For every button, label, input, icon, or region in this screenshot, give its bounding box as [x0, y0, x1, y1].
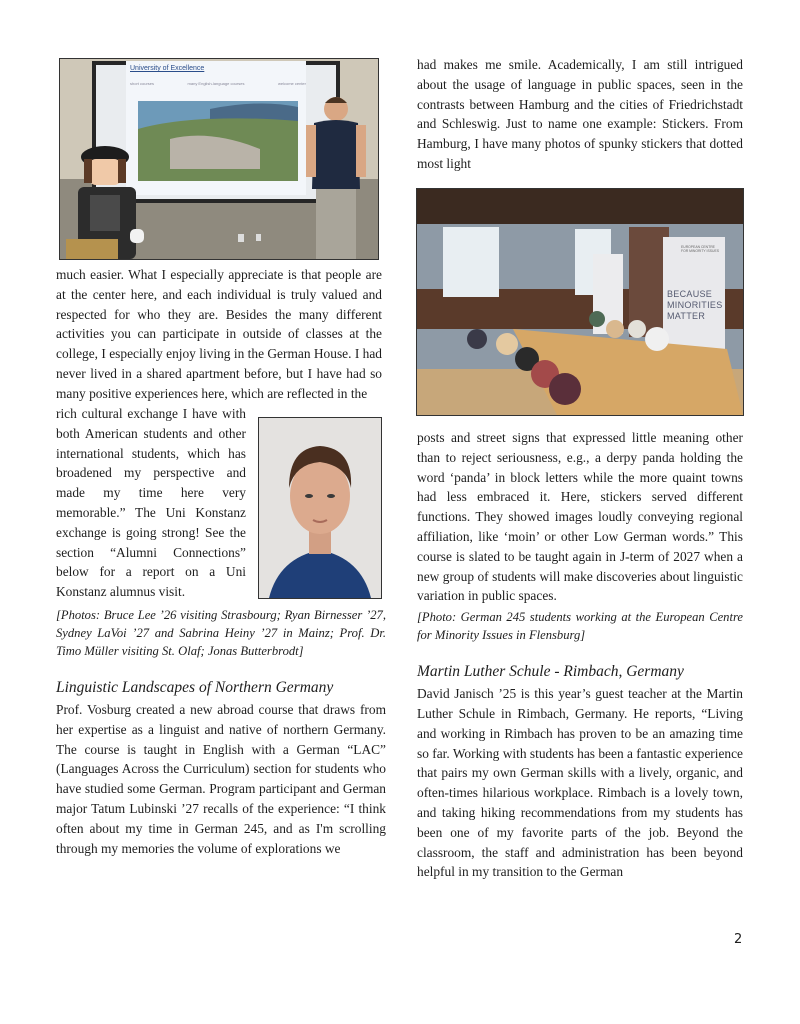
page-number: 2	[734, 932, 743, 947]
left-lower-container	[56, 606, 386, 858]
left-paragraph-1: much easier. What I especially appreciate is that people are at the center here, and each individual is truly valued and respected for who they are. Besides the many different activities you can participate in outside of classes at the college, I especially enjoy living in the German House. I had never lived in a shared apartment before, but I have had so many positive experiences here, which are reflected in the	[56, 267, 382, 401]
slide-title: University of Excellence	[130, 65, 205, 72]
right-paragraph-2: posts and street signs that expressed little meaning other than to reject seriousness, e.g., a derpy panda holding the word ‘panda’ in block letters while the more quaint towns had less embraced it. Here, stickers served different functions. They showed images loudly conveying regional affiliation, like ‘moin’ or other Low German words.” This course is slated to be taught again in J-term of 2027 when a new group of students will make discoveries about linguistic variation in public spaces.	[417, 430, 743, 604]
section-heading-martin-luther-schule: Martin Luther Schule - Rimbach, Germany	[417, 663, 684, 681]
banner-slogan: BECAUSE MINORITIES MATTER	[667, 289, 723, 321]
meeting-photo	[416, 188, 744, 416]
left-paragraph-1-container	[56, 265, 382, 404]
left-wrap-text: rich cultural exchange I have with both American students and other international students, which has broadened my perspective and made my time here very memorable.” The Uni Konstanz exchange is going strong! See the section “Alumni Connections” below for a report on a Uni Konstanz alumnus visit.	[56, 406, 246, 600]
lecture-photo-illustration	[60, 59, 378, 259]
right-lower-container	[417, 428, 743, 882]
right-section-body: David Janisch ’25 is this year’s guest teacher at the Martin Luther Schule in Rimbach, Germany. He reports, “Living and working in Rimbach has proven to be an amazing time so far. Working with students has been a fantastic experience that pairs my own German skills with a lively, organic, and often-times hilarious workplace. Rimbach is a lovely town, and taking hiking recommendations from my students has been one of my favorite parts of the job. Beyond the classroom, the staff and administration has been beyond helpful in my transition to the German	[417, 686, 743, 880]
lecture-photo	[59, 58, 379, 260]
slide-items	[130, 81, 306, 86]
portrait-illustration	[259, 418, 381, 598]
slide-item: many English-language courses	[187, 81, 245, 86]
left-section-body: Prof. Vosburg created a new abroad course that draws from her expertise as a linguist and native of northern Germany. The course is taught in English with a German “LAC” (Languages Across the Curriculum) section for students who have studied some German. Program participant and German major Tatum Lubinski ’27 recalls of the experience: “I think often about my time in German 245, and as I'm scrolling through my memories the volume of explorations we	[56, 702, 386, 856]
slide-item: welcome center	[277, 81, 306, 86]
right-photo-caption: [Photo: German 245 students working at the European Centre for Minority Issues in Flensburg]	[417, 610, 743, 643]
slide-item: short courses	[130, 81, 155, 86]
portrait-photo	[258, 417, 382, 599]
banner-org-text: EUROPEAN CENTRE FOR MINORITY ISSUES	[681, 245, 719, 253]
right-paragraph-1-container	[417, 55, 743, 174]
section-heading-linguistic-landscapes: Linguistic Landscapes of Northern Germany	[56, 679, 334, 696]
left-photo-caption: [Photos: Bruce Lee ’26 visiting Strasbourg; Ryan Birnesser ’27, Sydney LaVoi ’27 and Sabrina Heiny ’27 in Mainz; Prof. Dr. Timo Müller visiting St. Olaf; Jonas Butterbrodt]	[56, 608, 386, 658]
right-paragraph-1: had makes me smile. Academically, I am still intrigued about the usage of language in public spaces, seen in the contrasts between Hamburg and the cities of Friedrichstadt and Schleswig. Just to name one example: Stickers. From Hamburg, I have many photos of spunky stickers that dotted most light	[417, 57, 743, 171]
